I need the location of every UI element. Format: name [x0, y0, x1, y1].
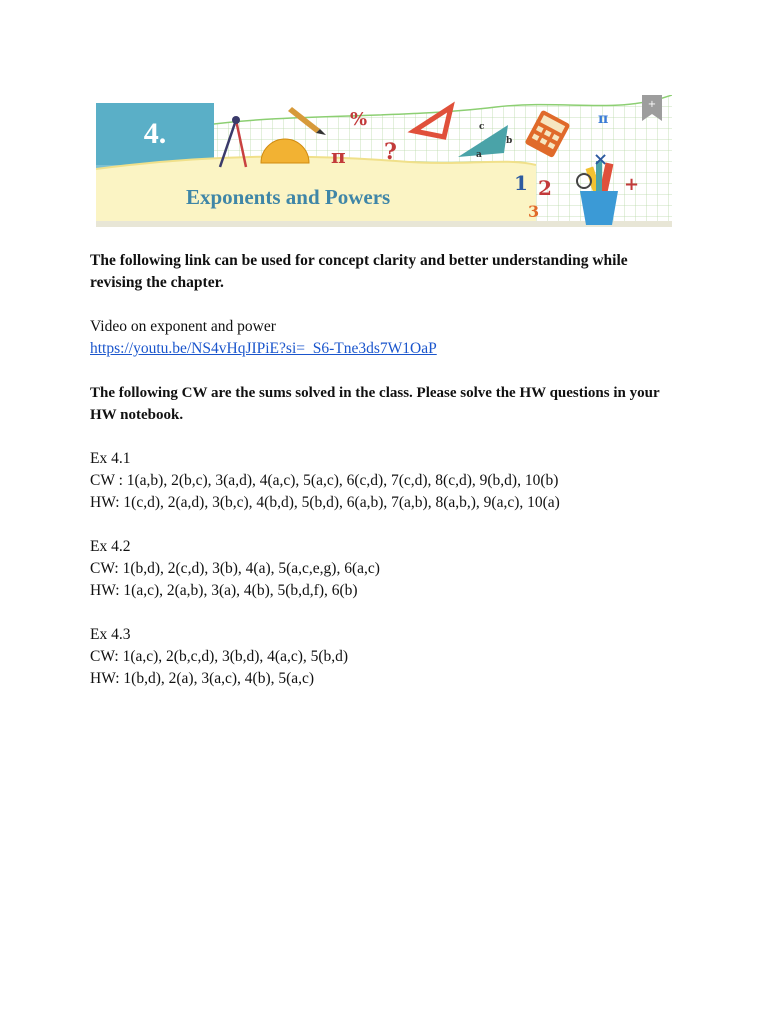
exercise-block-4-2: [90, 536, 680, 602]
exercise-hw: HW: 1(c,d), 2(a,d), 3(b,c), 4(b,d), 5(b,d), 6(a,b), 7(a,b), 8(a,b,), 9(a,c), 10(a): [90, 494, 560, 511]
chapter-title: Exponents and Powers: [186, 185, 391, 209]
chapter-number: 4.: [143, 117, 167, 150]
exercise-hw: HW: 1(b,d), 2(a), 3(a,c), 4(b), 5(a,c): [90, 670, 315, 687]
exercise-title: Ex 4.2: [90, 538, 131, 555]
video-link[interactable]: https://youtu.be/NS4vHqJIPiE?si=_S6-Tne3ds7W1OaP: [90, 340, 437, 357]
exercise-title: Ex 4.1: [90, 450, 131, 467]
exercise-cw: CW : 1(a,b), 2(b,c), 3(a,d), 4(a,c), 5(a,c), 6(c,d), 7(c,d), 8(c,d), 9(b,d), 10(b): [90, 472, 559, 489]
side-label-a: a: [476, 150, 482, 160]
plus-glyph: +: [624, 174, 640, 195]
side-label-c: c: [479, 122, 485, 132]
digit-glyph-1: 1: [514, 171, 528, 195]
digit-glyph-3: 3: [528, 202, 540, 221]
side-label-b: b: [506, 136, 513, 146]
exercise-cw: CW: 1(a,c), 2(b,c,d), 3(b,d), 4(a,c), 5(b,d): [90, 648, 349, 665]
times-glyph: ×: [593, 149, 609, 170]
exercise-title: Ex 4.3: [90, 626, 131, 643]
exercise-cw: CW: 1(b,d), 2(c,d), 3(b), 4(a), 5(a,c,e,g), 6(a,c): [90, 560, 380, 577]
percent-glyph: %: [350, 109, 368, 130]
digit-glyph-2: 2: [538, 176, 552, 200]
svg-text:+: +: [647, 99, 657, 110]
video-label: Video on exponent and power: [90, 318, 276, 335]
document-body: [90, 250, 680, 690]
exercise-hw: HW: 1(a,c), 2(a,b), 3(a), 4(b), 5(b,d,f), 6(b): [90, 582, 358, 599]
exercise-block-4-1: [90, 448, 680, 514]
pi-glyph: π: [331, 144, 346, 168]
question-glyph: ?: [384, 139, 397, 165]
chapter-banner: [96, 95, 672, 227]
instructions-text: The following CW are the sums solved in the class. Please solve the HW questions in your HW notebook.: [90, 385, 660, 423]
intro-text: The following link can be used for concept clarity and better understanding while revising the chapter.: [90, 252, 628, 291]
pi-glyph-2: π: [598, 111, 609, 127]
exercise-block-4-3: [90, 624, 680, 690]
